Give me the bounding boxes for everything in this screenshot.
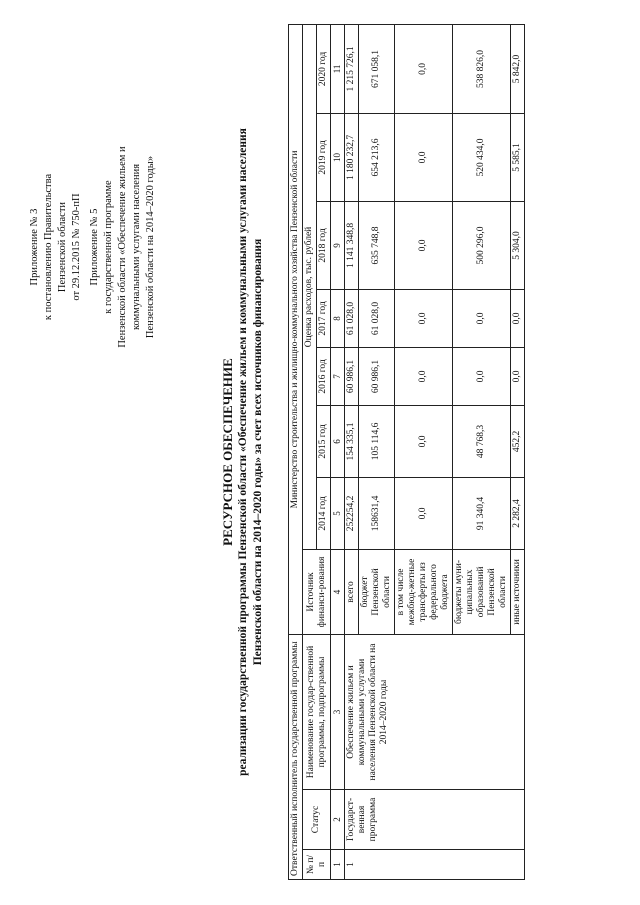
table-header-row [303,24,317,879]
table-cell: 48 768,3 [453,405,511,477]
table-cell: 105 114,6 [359,405,395,477]
column-number-row [331,24,345,879]
source-label: бюджет Пензенской области [359,549,395,634]
table-cell: 5 585,1 [511,113,525,201]
table-cell: 61 028,0 [345,289,359,347]
header-year: 2015 год [317,405,331,477]
source-label: в том числе межбюд-жетные трансферты из федерального бюджета [395,549,453,634]
table-cell: 0,0 [395,405,453,477]
table-cell: 1 215 726,1 [345,24,359,113]
table-cell: 0,0 [511,289,525,347]
table-cell: 0,0 [453,347,511,405]
header-ministry: Министерство строительства и жилищно-коммунального хозяйства Пензенской области [289,24,303,634]
table-header-row [289,24,303,879]
appendix-block [28,97,158,397]
document-heading [220,52,266,852]
appendix-line: к постановлению Правительства [43,173,54,321]
column-number: 8 [331,289,345,347]
table-cell: 635 748,8 [359,201,395,289]
resource-table [288,24,525,880]
source-label: иные источники [511,549,525,634]
source-label: бюджеты муни-ципальных образований Пензенской области [453,549,511,634]
column-number: 3 [331,634,345,789]
row-program-name: Обеспечение жильем и коммунальными услугами населения Пензенской области на 2014–2020 годы [345,634,525,789]
column-number: 10 [331,113,345,201]
appendix-line: Приложение № 3 [29,208,40,286]
column-number: 1 [331,850,345,880]
appendix-line: Пензенской области [57,201,68,293]
table-cell: 154 335,1 [345,405,359,477]
table-cell: 252254,2 [345,477,359,549]
appendix-line: коммунальными услугами населения [131,163,142,331]
header-responsible: Ответственный исполнитель государственной программы [289,634,303,879]
header-year: 2017 год [317,289,331,347]
document-title: РЕСУРСНОЕ ОБЕСПЕЧЕНИЕ [220,358,235,546]
table-cell: 654 213,6 [359,113,395,201]
row-status: Государст-венная программа [345,790,525,850]
table-cell: 0,0 [395,113,453,201]
document-subtitle-line: Пензенской области на 2014–2020 годы» за счет всех источников финансирования [252,238,264,666]
header-num: № п/п [303,850,331,880]
table-cell: 158631,4 [359,477,395,549]
table-cell: 1 141 348,8 [345,201,359,289]
table-cell: 91 340,4 [453,477,511,549]
table-cell: 61 028,0 [359,289,395,347]
table-cell: 538 826,0 [453,24,511,113]
table-cell: 0,0 [395,201,453,289]
table-cell: 0,0 [395,347,453,405]
table-cell: 5 304,0 [511,201,525,289]
appendix-line: Пензенской области на 2014–2020 годы» [145,155,156,339]
document-subtitle-line: реализации государственной программы Пензенской области «Обеспечение жильем и коммунальными услугами населения [237,128,249,776]
column-number: 2 [331,790,345,850]
table-cell: 60 986,1 [359,347,395,405]
appendix-line: Приложение № 5 [89,208,100,286]
table-cell: 0,0 [395,289,453,347]
column-number: 11 [331,24,345,113]
header-year: 2018 год [317,201,331,289]
table-cell: 5 842,0 [511,24,525,113]
header-estimate: Оценка расходов, тыс. рублей [303,24,317,549]
table-cell: 520 434,0 [453,113,511,201]
table-cell: 2 282,4 [511,477,525,549]
table-cell: 671 058,1 [359,24,395,113]
rotated-page [20,12,620,892]
column-number: 9 [331,201,345,289]
header-year: 2016 год [317,347,331,405]
appendix-line: от 29.12.2015 № 750-пП [71,193,82,301]
table-row [345,24,359,879]
table-cell: 500 296,0 [453,201,511,289]
appendix-line: к государственной программе [103,180,114,314]
source-label: всего [345,549,359,634]
table-cell: 0,0 [453,289,511,347]
table-cell: 452,2 [511,405,525,477]
header-year: 2014 год [317,477,331,549]
header-status: Статус [303,790,331,850]
column-number: 4 [331,549,345,634]
table-cell: 0,0 [395,24,453,113]
column-number: 7 [331,347,345,405]
column-number: 5 [331,477,345,549]
column-number: 6 [331,405,345,477]
header-name: Наименование государ-ственной программы, подпрограммы [303,634,331,789]
appendix-line: Пензенской области «Обеспечение жильем и [117,146,128,348]
table-cell: 0,0 [395,477,453,549]
table-cell: 60 986,1 [345,347,359,405]
header-year: 2019 год [317,113,331,201]
table-cell: 0,0 [511,347,525,405]
row-num: 1 [345,850,525,880]
table-cell: 1 180 232,7 [345,113,359,201]
header-year: 2020 год [317,24,331,113]
header-source: Источник финанси-рования [303,549,331,634]
